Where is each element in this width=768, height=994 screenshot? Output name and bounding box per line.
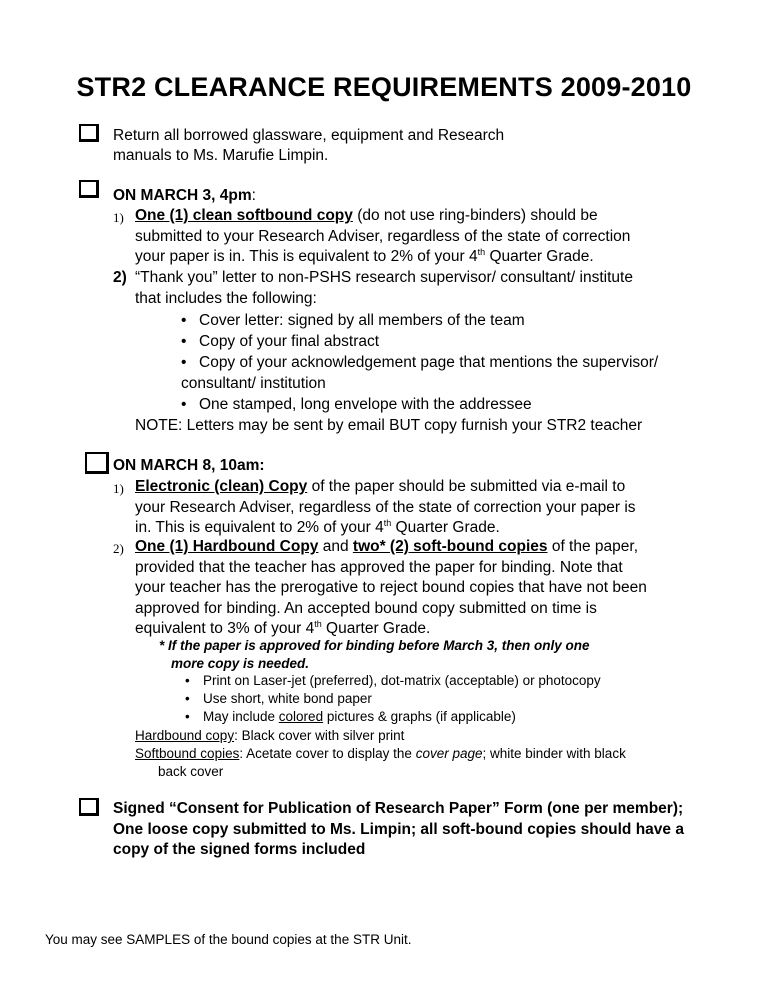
req2-heading: ON MARCH 3, 4pm:	[113, 187, 256, 204]
list-item: • Print on Laser-jet (preferred), dot-matrix (acceptable) or photocopy	[185, 673, 601, 688]
list-item-cont: consultant/ institution	[181, 375, 326, 392]
list-item: • May include colored pictures & graphs (if applicable)	[185, 709, 516, 724]
req3-bullet-list	[185, 672, 601, 726]
req2-bullet-list	[181, 310, 741, 415]
checkbox-req4[interactable]	[79, 798, 99, 816]
checkbox-req1[interactable]	[79, 124, 99, 142]
checkbox-req3[interactable]	[85, 452, 109, 474]
list-item: • Copy of your final abstract	[181, 333, 380, 350]
req3-heading: ON MARCH 8, 10am:	[113, 457, 265, 474]
document-page: STR2 CLEARANCE REQUIREMENTS 2009-2010 Return all borrowed glassware, equipment and Research manuals to Ms. Marufie Limpin. ON MARCH 3, 4pm: 1) One (1) clean softbound copy (do not use ring-binders) should be submitted to your Research Adviser, regardless of the state of correction your paper is in. This is equivalent to 2% of your 4th Quarter Grade. 2) “Thank you” letter to non-PSHS research supervisor/ consultant/ institute that includes the following: • Cover letter: signed by all members of the team • Copy of your final abstract • Copy of your acknowledgement page that mentions the supervisor/ consultant/ institution • One stamped, long envelope with the addressee NOTE: Letters may be sent by email BUT copy furnish your STR2 teacher ON MARCH 8, 10am: 1) Electronic (clean) Copy of the paper should be submitted via e-mail to your Research Adviser, regardless of the state of correction your paper is in. This is equivalent to 2% of your 4th Quarter Grade. 2) One (1) Hardbound Copy and two* (2) soft-bound copies of the paper, provided that the teacher has approved the paper for binding. Note that your teacher has the prerogative to reject bound copies that have not been approved for binding. An accepted bound copy submitted on time is equivalent to 3% of your 4th Quarter Grade. * If the paper is approved for binding before March 3, then only one more copy is needed. • Print on Laser-jet (preferred), dot-matrix (acceptable) or photocopy • Use short, white bond paper • May include colored pictures & graphs (if applicable) Hardbound copy: Black cover with silver print Softbound copies: Acetate cover to display the cover page; white binder with black back cover Signed “Consent for Publication of Research Paper” Form (one per member); One loose copy submitted to Ms. Limpin; all soft-bound copies should have a copy of the signed forms included You may see SAMPLES of the bound copies at the STR Unit.	[0, 0, 768, 994]
req3-binding-specs: Hardbound copy: Black cover with silver print Softbound copies: Acetate cover to display the cover page; white binder with black back cover	[135, 728, 626, 779]
req4-text: Signed “Consent for Publication of Research Paper” Form (one per member); One loose copy submitted to Ms. Limpin; all soft-bound copies should have a copy of the signed forms included	[113, 800, 684, 858]
list-item: • Cover letter: signed by all members of the team	[181, 312, 525, 329]
page-title: STR2 CLEARANCE REQUIREMENTS 2009-2010	[76, 72, 692, 102]
list-item: • One stamped, long envelope with the addressee	[181, 396, 532, 413]
checkbox-req2[interactable]	[79, 180, 99, 198]
req3-star-note: * If the paper is approved for binding before March 3, then only one more copy is needed.	[159, 638, 590, 671]
list-item: • Copy of your acknowledgement page that mentions the supervisor/	[181, 354, 659, 371]
footer-note: You may see SAMPLES of the bound copies at the STR Unit.	[45, 932, 412, 947]
req1-text: Return all borrowed glassware, equipment and Research manuals to Ms. Marufie Limpin.	[113, 127, 505, 164]
list-item: • Use short, white bond paper	[185, 691, 372, 706]
req2-note: NOTE: Letters may be sent by email BUT copy furnish your STR2 teacher	[135, 417, 643, 434]
